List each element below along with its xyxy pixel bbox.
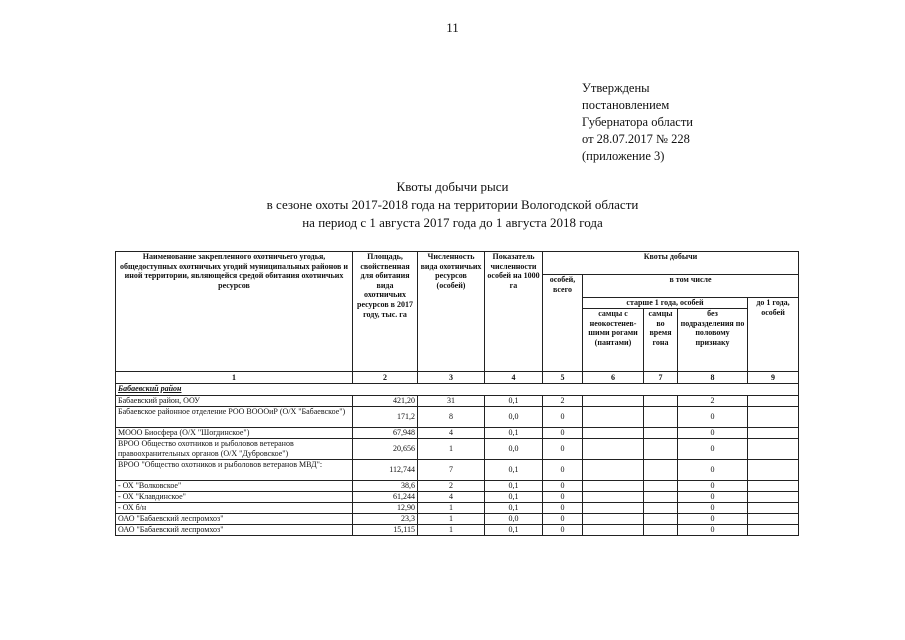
column-number: 5	[543, 372, 583, 384]
table-row	[116, 396, 799, 407]
cell-density: 0,1	[485, 481, 543, 492]
cell-area: 15,115	[353, 525, 418, 536]
cell-count: 2	[418, 481, 485, 492]
header-count: Численность вида охотничьих ресурсов (особей)	[418, 252, 485, 372]
approval-block	[582, 80, 693, 165]
cell-density: 0,0	[485, 439, 543, 460]
cell-density: 0,1	[485, 428, 543, 439]
cell-area: 112,744	[353, 460, 418, 481]
approval-line: (приложение 3)	[582, 149, 665, 163]
cell-males-rut	[644, 492, 678, 503]
cell-area: 20,656	[353, 439, 418, 460]
cell-count: 7	[418, 460, 485, 481]
column-number: 3	[418, 372, 485, 384]
column-number: 2	[353, 372, 418, 384]
cell-males-rut	[644, 503, 678, 514]
cell-under-one-year	[748, 396, 799, 407]
table-row	[116, 428, 799, 439]
title-line: на период с 1 августа 2017 года до 1 августа 2018 года	[302, 215, 603, 230]
table-row	[116, 481, 799, 492]
table-row	[116, 525, 799, 536]
header-no-sex-division: без подразделения по половому признаку	[678, 309, 748, 372]
header-including: в том числе	[583, 275, 799, 298]
cell-total: 0	[543, 481, 583, 492]
cell-males-antlers	[583, 514, 644, 525]
column-number: 4	[485, 372, 543, 384]
cell-total: 0	[543, 428, 583, 439]
column-number: 9	[748, 372, 799, 384]
cell-males-rut	[644, 439, 678, 460]
cell-area: 23,3	[353, 514, 418, 525]
table-header	[116, 252, 799, 384]
cell-males-antlers	[583, 428, 644, 439]
cell-density: 0,1	[485, 525, 543, 536]
cell-count: 1	[418, 439, 485, 460]
cell-total: 2	[543, 396, 583, 407]
cell-males-antlers	[583, 481, 644, 492]
header-under-one-year: до 1 года, особей	[748, 298, 799, 372]
title-line: в сезоне охоты 2017-2018 года на территории Вологодской области	[266, 197, 639, 212]
cell-males-rut	[644, 407, 678, 428]
cell-no-sex-division: 0	[678, 439, 748, 460]
cell-males-antlers	[583, 492, 644, 503]
cell-count: 1	[418, 514, 485, 525]
cell-area: 171,2	[353, 407, 418, 428]
approval-line: Губернатора области	[582, 115, 693, 129]
quota-table-wrapper	[115, 251, 799, 536]
cell-name: ОАО "Бабаевский леспромхоз"	[116, 514, 353, 525]
cell-males-antlers	[583, 503, 644, 514]
column-number-row	[116, 372, 799, 384]
cell-no-sex-division: 0	[678, 407, 748, 428]
approval-line: постановлением	[582, 98, 670, 112]
cell-count: 31	[418, 396, 485, 407]
cell-name: ВРОО "Общество охотников и рыболовов ветеранов МВД":	[116, 460, 353, 481]
cell-no-sex-division: 2	[678, 396, 748, 407]
cell-males-rut	[644, 481, 678, 492]
column-number: 7	[644, 372, 678, 384]
cell-no-sex-division: 0	[678, 525, 748, 536]
cell-males-rut	[644, 460, 678, 481]
column-number: 1	[116, 372, 353, 384]
table-body	[116, 384, 799, 536]
cell-name: ВРОО Общество охотников и рыболовов ветеранов правоохранительных органов (О/Х "Дубровское")	[116, 439, 353, 460]
cell-no-sex-division: 0	[678, 460, 748, 481]
cell-area: 61,244	[353, 492, 418, 503]
title-line: Квоты добычи рыси	[396, 179, 509, 194]
header-density: Показатель численности особей на 1000 га	[485, 252, 543, 372]
table-row	[116, 460, 799, 481]
table-row	[116, 407, 799, 428]
cell-name: Бабаевское районное отделение РОО ВОООиР (О/Х "Бабаевское")	[116, 407, 353, 428]
cell-area: 67,948	[353, 428, 418, 439]
cell-count: 8	[418, 407, 485, 428]
district-row	[116, 384, 799, 396]
table-row	[116, 503, 799, 514]
cell-males-rut	[644, 396, 678, 407]
cell-males-rut	[644, 514, 678, 525]
cell-under-one-year	[748, 481, 799, 492]
quota-table	[115, 251, 799, 536]
cell-density: 0,1	[485, 503, 543, 514]
cell-total: 0	[543, 460, 583, 481]
cell-under-one-year	[748, 439, 799, 460]
cell-under-one-year	[748, 407, 799, 428]
cell-no-sex-division: 0	[678, 428, 748, 439]
cell-count: 1	[418, 525, 485, 536]
cell-density: 0,0	[485, 514, 543, 525]
column-number: 8	[678, 372, 748, 384]
approval-line: Утверждены	[582, 81, 650, 95]
cell-no-sex-division: 0	[678, 503, 748, 514]
table-row	[116, 439, 799, 460]
cell-total: 0	[543, 439, 583, 460]
document-title	[0, 178, 905, 232]
cell-total: 0	[543, 525, 583, 536]
cell-under-one-year	[748, 492, 799, 503]
cell-density: 0,1	[485, 460, 543, 481]
cell-total: 0	[543, 407, 583, 428]
cell-name: ОАО "Бабаевский леспромхоз"	[116, 525, 353, 536]
cell-males-antlers	[583, 396, 644, 407]
cell-no-sex-division: 0	[678, 492, 748, 503]
cell-name: Бабаевский район, ООУ	[116, 396, 353, 407]
cell-males-rut	[644, 525, 678, 536]
cell-name: - ОХ "Волковское"	[116, 481, 353, 492]
approval-line: от 28.07.2017 № 228	[582, 132, 690, 146]
header-total: особей, всего	[543, 275, 583, 372]
cell-under-one-year	[748, 503, 799, 514]
cell-under-one-year	[748, 514, 799, 525]
cell-count: 1	[418, 503, 485, 514]
table-row	[116, 514, 799, 525]
cell-males-antlers	[583, 460, 644, 481]
header-older: старше 1 года, особей	[583, 298, 748, 309]
cell-no-sex-division: 0	[678, 481, 748, 492]
header-quota: Квоты добычи	[543, 252, 799, 275]
header-males-rut: самцы во время гона	[644, 309, 678, 372]
cell-males-antlers	[583, 439, 644, 460]
cell-count: 4	[418, 428, 485, 439]
cell-name: - ОХ б/н	[116, 503, 353, 514]
cell-count: 4	[418, 492, 485, 503]
cell-density: 0,1	[485, 396, 543, 407]
header-males-antlers: самцы с неокостенев-шими рогами (пантами)	[583, 309, 644, 372]
cell-name: - ОХ "Клавдинское"	[116, 492, 353, 503]
cell-total: 0	[543, 503, 583, 514]
column-number: 6	[583, 372, 644, 384]
cell-under-one-year	[748, 428, 799, 439]
cell-density: 0,0	[485, 407, 543, 428]
cell-males-antlers	[583, 525, 644, 536]
cell-area: 38,6	[353, 481, 418, 492]
header-area: Площадь, свойственная для обитания вида охотничьих ресурсов в 2017 году, тыс. га	[353, 252, 418, 372]
page-number: 11	[446, 20, 459, 35]
cell-area: 12,90	[353, 503, 418, 514]
cell-name: МООО Биосфера (О/Х "Шогдинское")	[116, 428, 353, 439]
district-name: Бабаевский район	[116, 384, 799, 396]
cell-total: 0	[543, 492, 583, 503]
table-row	[116, 492, 799, 503]
cell-area: 421,20	[353, 396, 418, 407]
cell-density: 0,1	[485, 492, 543, 503]
cell-males-antlers	[583, 407, 644, 428]
cell-males-rut	[644, 428, 678, 439]
cell-under-one-year	[748, 525, 799, 536]
cell-under-one-year	[748, 460, 799, 481]
cell-no-sex-division: 0	[678, 514, 748, 525]
cell-total: 0	[543, 514, 583, 525]
header-name: Наименование закрепленного охотничьего угодья, общедоступных охотничьих угодий муниципальных районов и иной территории, являющейся средой обитания охотничьих ресурсов	[116, 252, 353, 372]
